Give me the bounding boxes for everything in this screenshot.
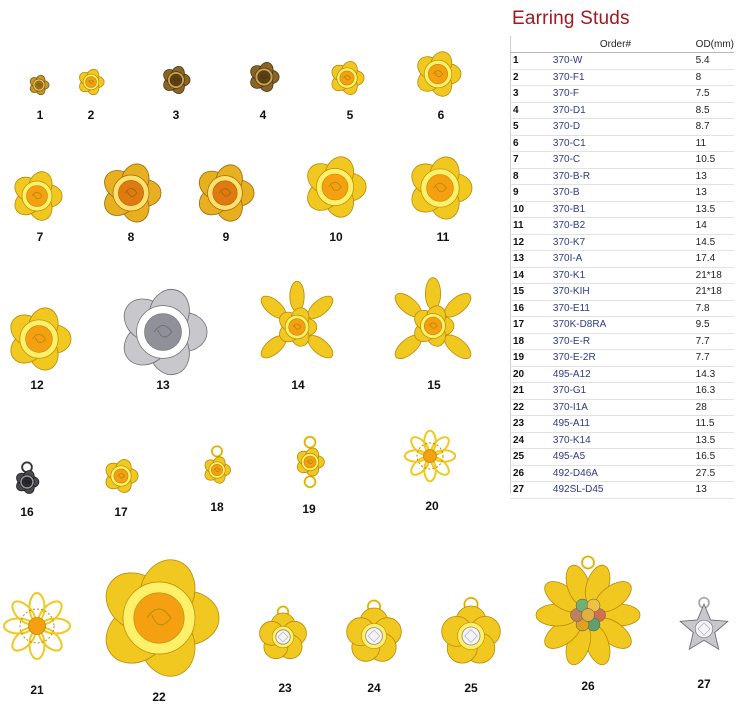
order-table <box>510 36 734 499</box>
row-order-number: 370-KIH <box>553 284 696 301</box>
row-index: 15 <box>510 284 553 301</box>
item-number-label: 12 <box>30 378 44 392</box>
row-od: 8.5 <box>696 102 734 119</box>
item-number-label: 2 <box>87 108 95 122</box>
table-row <box>510 300 734 317</box>
item-number-label: 22 <box>152 690 166 704</box>
table-row <box>510 383 734 400</box>
item-number-label: 8 <box>127 230 135 244</box>
row-od: 11.5 <box>696 416 734 433</box>
row-index: 14 <box>510 267 553 284</box>
row-index: 12 <box>510 234 553 251</box>
table-row <box>510 234 734 251</box>
earring-stud-25-image <box>425 590 517 682</box>
row-order-number: 370K-D8RA <box>553 317 696 334</box>
row-order-number: 495-A12 <box>553 366 696 383</box>
earring-stud-19-image <box>276 428 344 496</box>
row-index: 6 <box>510 135 553 152</box>
table-row <box>510 53 734 70</box>
row-od: 17.4 <box>696 251 734 268</box>
row-order-number: 370-K1 <box>553 267 696 284</box>
item-number-label: 27 <box>697 677 711 691</box>
catalog-title: Earring Studs <box>512 8 630 29</box>
row-index: 23 <box>510 416 553 433</box>
row-od: 7.8 <box>696 300 734 317</box>
row-od: 13.5 <box>696 201 734 218</box>
row-index: 2 <box>510 69 553 86</box>
earring-stud-11-image <box>392 140 488 236</box>
earring-stud-14-image <box>245 275 349 379</box>
row-order-number: 495-A5 <box>553 449 696 466</box>
row-index: 3 <box>510 86 553 103</box>
table-body <box>510 53 734 499</box>
row-od: 14 <box>696 218 734 235</box>
row-od: 10.5 <box>696 152 734 169</box>
item-number-label: 19 <box>302 502 316 516</box>
row-index: 16 <box>510 300 553 317</box>
row-order-number: 370-C <box>553 152 696 169</box>
earring-stud-23-image <box>243 597 323 677</box>
table-row <box>510 366 734 383</box>
table-row <box>510 399 734 416</box>
table-row <box>510 416 734 433</box>
table-row <box>510 317 734 334</box>
row-index: 11 <box>510 218 553 235</box>
row-od: 5.4 <box>696 53 734 70</box>
row-od: 7.5 <box>696 86 734 103</box>
row-od: 13 <box>696 185 734 202</box>
row-od: 7.7 <box>696 350 734 367</box>
item-number-label: 18 <box>210 500 224 514</box>
header-index <box>510 36 553 53</box>
item-number-label: 23 <box>278 681 292 695</box>
row-od: 8.7 <box>696 119 734 136</box>
row-order-number: 495-A11 <box>553 416 696 433</box>
table-row <box>510 69 734 86</box>
row-order-number: 370-B-R <box>553 168 696 185</box>
row-od: 11 <box>696 135 734 152</box>
item-number-label: 21 <box>30 683 44 697</box>
row-od: 13 <box>696 482 734 499</box>
table-row <box>510 251 734 268</box>
row-index: 9 <box>510 185 553 202</box>
row-order-number: 370-K7 <box>553 234 696 251</box>
row-od: 13 <box>696 168 734 185</box>
row-order-number: 370-E11 <box>553 300 696 317</box>
row-order-number: 370-E-2R <box>553 350 696 367</box>
row-index: 7 <box>510 152 553 169</box>
table-row <box>510 102 734 119</box>
row-od: 13.5 <box>696 432 734 449</box>
table-row <box>510 267 734 284</box>
earring-stud-17-image <box>88 443 154 509</box>
row-order-number: 370-G1 <box>553 383 696 400</box>
item-number-label: 15 <box>427 378 441 392</box>
row-od: 14.3 <box>696 366 734 383</box>
earring-stud-12-image <box>0 291 87 387</box>
earring-stud-2-image <box>62 53 120 111</box>
table-row <box>510 152 734 169</box>
item-number-label: 17 <box>114 505 128 519</box>
item-number-label: 26 <box>581 679 595 693</box>
row-index: 17 <box>510 317 553 334</box>
table-row <box>510 284 734 301</box>
row-index: 22 <box>510 399 553 416</box>
earring-stud-27-image <box>663 588 745 670</box>
row-index: 25 <box>510 449 553 466</box>
table-row <box>510 350 734 367</box>
table-row <box>510 119 734 136</box>
item-number-label: 7 <box>36 230 44 244</box>
row-order-number: 370-B1 <box>553 201 696 218</box>
table-row <box>510 449 734 466</box>
row-index: 27 <box>510 482 553 499</box>
earring-stud-1-image <box>13 59 65 111</box>
row-index: 21 <box>510 383 553 400</box>
row-od: 16.3 <box>696 383 734 400</box>
earring-stud-7-image <box>0 155 78 237</box>
row-order-number: 370-E-R <box>553 333 696 350</box>
item-number-label: 14 <box>291 378 305 392</box>
row-order-number: 370-C1 <box>553 135 696 152</box>
row-order-number: 370-D <box>553 119 696 136</box>
item-number-label: 10 <box>329 230 343 244</box>
row-od: 21*18 <box>696 267 734 284</box>
earring-stud-9-image <box>180 148 270 238</box>
row-index: 26 <box>510 465 553 482</box>
table-row <box>510 333 734 350</box>
earring-stud-4-image <box>233 46 295 108</box>
row-order-number: 370-B <box>553 185 696 202</box>
earring-stud-26-image <box>522 549 654 681</box>
earring-stud-5-image <box>314 45 380 111</box>
row-od: 21*18 <box>696 284 734 301</box>
row-od: 28 <box>696 399 734 416</box>
table-row <box>510 482 734 499</box>
item-number-label: 1 <box>36 108 44 122</box>
row-index: 1 <box>510 53 553 70</box>
row-od: 9.5 <box>696 317 734 334</box>
item-number-label: 4 <box>259 108 267 122</box>
table-row <box>510 201 734 218</box>
earring-stud-24-image <box>330 592 418 680</box>
row-od: 8 <box>696 69 734 86</box>
table-row <box>510 185 734 202</box>
earring-stud-6-image <box>399 35 477 113</box>
row-order-number: 370-B2 <box>553 218 696 235</box>
row-od: 16.5 <box>696 449 734 466</box>
row-index: 8 <box>510 168 553 185</box>
item-number-label: 11 <box>436 230 450 244</box>
table-row <box>510 432 734 449</box>
row-order-number: 370I-A <box>553 251 696 268</box>
table-row <box>510 168 734 185</box>
earring-stud-13-image <box>103 272 223 392</box>
item-number-label: 16 <box>20 505 34 519</box>
row-order-number: 370-I1A <box>553 399 696 416</box>
table-row <box>510 135 734 152</box>
earring-stud-22-image <box>83 542 235 694</box>
row-index: 18 <box>510 333 553 350</box>
row-index: 10 <box>510 201 553 218</box>
row-od: 27.5 <box>696 465 734 482</box>
row-order-number: 492-D46A <box>553 465 696 482</box>
item-number-label: 9 <box>222 230 230 244</box>
row-order-number: 370-K14 <box>553 432 696 449</box>
table-row <box>510 86 734 103</box>
row-index: 5 <box>510 119 553 136</box>
earring-stud-3-image <box>146 50 206 110</box>
row-index: 20 <box>510 366 553 383</box>
earring-stud-10-image <box>288 140 382 234</box>
item-number-label: 6 <box>437 108 445 122</box>
row-index: 24 <box>510 432 553 449</box>
item-number-label: 20 <box>425 499 439 513</box>
earring-stud-18-image <box>184 437 250 503</box>
earring-stud-20-image <box>388 414 472 498</box>
item-number-label: 24 <box>367 681 381 695</box>
row-order-number: 370-W <box>553 53 696 70</box>
earring-stud-8-image <box>85 147 177 239</box>
row-od: 7.7 <box>696 333 734 350</box>
item-number-label: 5 <box>346 108 354 122</box>
row-index: 4 <box>510 102 553 119</box>
item-number-label: 3 <box>172 108 180 122</box>
row-od: 14.5 <box>696 234 734 251</box>
item-number-label: 25 <box>464 681 478 695</box>
row-order-number: 492SL-D45 <box>553 482 696 499</box>
row-order-number: 370-D1 <box>553 102 696 119</box>
header-order: Order# <box>553 36 696 53</box>
row-order-number: 370-F <box>553 86 696 103</box>
earring-stud-21-image <box>0 576 87 676</box>
row-index: 13 <box>510 251 553 268</box>
earring-stud-15-image <box>379 272 487 380</box>
header-od: OD(mm) <box>696 36 734 53</box>
table-row <box>510 465 734 482</box>
item-number-label: 13 <box>156 378 170 392</box>
row-order-number: 370-F1 <box>553 69 696 86</box>
earring-stud-16-image <box>0 452 57 512</box>
table-row <box>510 218 734 235</box>
row-index: 19 <box>510 350 553 367</box>
table-header-row <box>510 36 734 53</box>
